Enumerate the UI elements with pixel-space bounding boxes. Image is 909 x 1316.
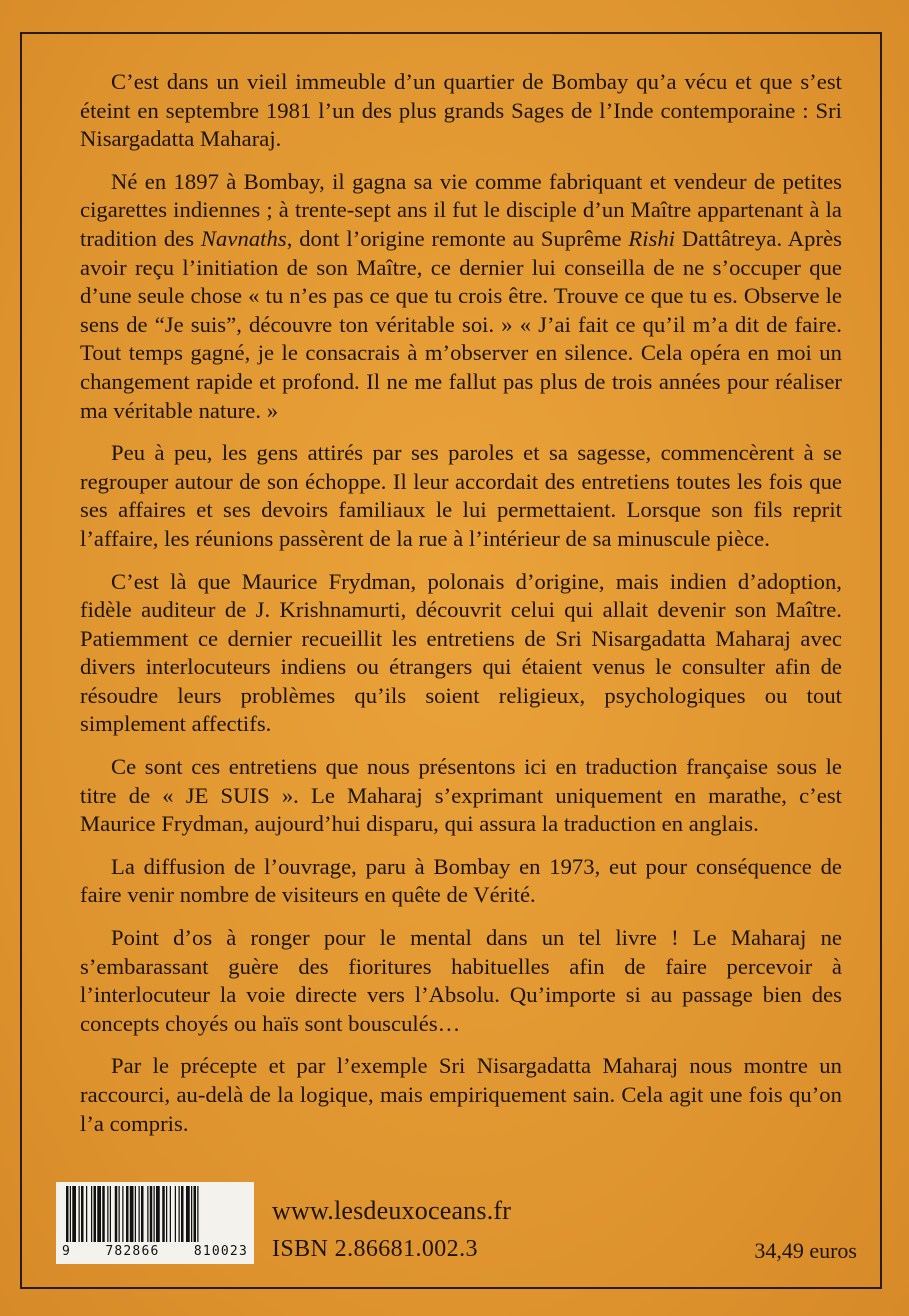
barcode xyxy=(56,1182,254,1264)
paragraph-6: La diffusion de l’ouvrage, paru à Bombay en 1973, eut pour conséquence de faire venir nombre de visiteurs en quête de Vérité. xyxy=(80,853,842,908)
rishi-term: Rishi xyxy=(628,225,676,251)
paragraph-4: C’est là que Maurice Frydman, polonais d’origine, mais indien d’adoption, fidèle auditeur de J. Krishnamurti, découvrit celui qui allait devenir son Maître. Patiemment ce dernier recueillit les entretiens de Sri Nisargadatta Maharaj avec divers interlocuteurs indiens ou étrangers qui étaient venus le consulter afin de résoudre leurs problèmes qu’ils soient religieux, psychologiques ou tout simplement affectifs. xyxy=(80,568,842,737)
barcode-digits-left: 782866 xyxy=(105,1244,160,1259)
paragraph-1: C’est dans un vieil immeuble d’un quartier de Bombay qu’a vécu et que s’est éteint en septembre 1981 l’un des plus grands Sages de l’Inde contemporaine : Sri Nisargadatta Maharaj. xyxy=(80,69,842,152)
paragraph-2-part-c: Dattâtreya. Après avoir reçu l’initiation de son Maître, ce dernier lui conseilla de ne s’occuper que d’une seule chose « tu n’es pas ce que tu crois être. Trouve ce que tu es. Observe le sens de “Je suis”, découvre ton véritable soi. » « J’ai fait ce qu’il m’a dit de faire. Tout temps gagné, je le consacrais à m’observer en silence. Cela opéra en moi un changement rapide et profond. Il ne me fallut pas plus de trois années pour réaliser ma véritable nature. » xyxy=(80,225,842,423)
paragraph-2-part-a: Né en 1897 à Bombay, il gagna sa vie comme fabriquant et vendeur de petites cigarettes indiennes ; à trente-sept ans il fut le disciple d’un Maître appartenant à la tradition des xyxy=(80,168,842,251)
publisher-website: www.lesdeuxoceans.fr xyxy=(272,1196,512,1225)
paragraph-3: Peu à peu, les gens attirés par ses paroles et sa sagesse, commencèrent à se regrouper autour de son échoppe. Il leur accordait des entretiens toutes les fois que ses affaires et ses devoirs familiaux le lui permettaient. Lorsque son fils reprit l’affaire, les réunions passèrent de la rue à l’intérieur de sa minuscule pièce. xyxy=(80,440,842,551)
barcode-digits-right: 810023 xyxy=(193,1244,248,1259)
back-cover-text xyxy=(80,68,842,1152)
paragraph-5: Ce sont ces entretiens que nous présentons ici en traduction française sous le titre de « JE SUIS ». Le Maharaj s’exprimant uniquement en marathe, c’est Maurice Frydman, aujourd’hui disparu, qui assura la traduction en anglais. xyxy=(80,754,842,837)
barcode-bars xyxy=(62,1186,248,1242)
navnaths-term: Navnaths xyxy=(200,225,287,251)
paragraph-7: Point d’os à ronger pour le mental dans un tel livre ! Le Maharaj ne s’embarassant guère des fioritures habituelles afin de faire percevoir à l’interlocuteur la voie directe vers l’Absolu. Qu’importe si au passage bien des concepts choyés ou haïs sont bousculés… xyxy=(80,925,842,1036)
paragraph-2 xyxy=(80,168,842,425)
barcode-digit-lead: 9 xyxy=(62,1244,72,1259)
paragraph-8: Par le précepte et par l’exemple Sri Nisargadatta Maharaj nous montre un raccourci, au-delà de la logique, mais empiriquement sain. Cela agit une fois qu’on l’a compris. xyxy=(80,1053,842,1136)
paragraph-2-part-b: , dont l’origine remonte au Suprême xyxy=(286,225,629,251)
price: 34,49 euros xyxy=(754,1238,857,1263)
barcode-digits xyxy=(62,1244,248,1259)
isbn-number: ISBN 2.86681.002.3 xyxy=(272,1236,478,1262)
